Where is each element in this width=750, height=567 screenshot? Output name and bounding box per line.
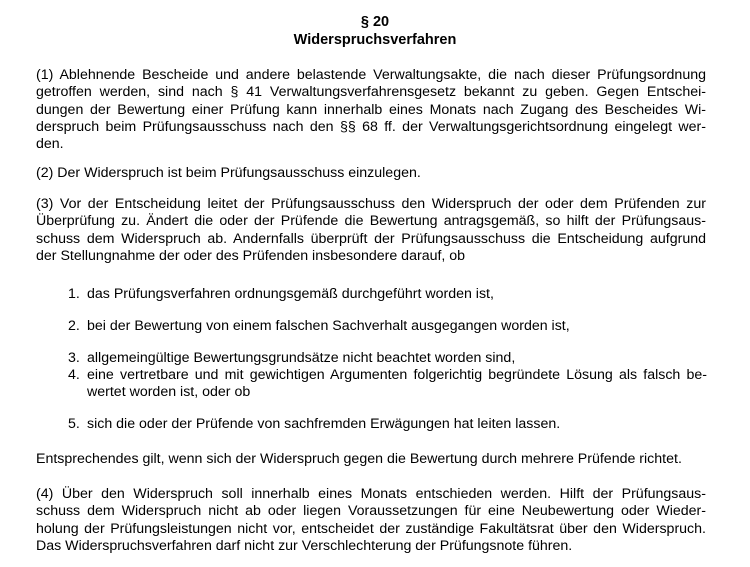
paragraph-line: der Stellungnahme der oder des Prüfenden insbesondere darauf, ob	[36, 247, 466, 264]
paragraph-line: (4) Über den Widerspruch soll innerhalb eines Monats entschieden werden. Hilft der Prüfungsaus-	[36, 486, 706, 502]
paragraph-2	[36, 165, 706, 182]
paragraph-line: getroffen werden, sind nach § 41 Verwaltungsverfahrensgesetz bekannt zu geben. Gegen Entschei-	[36, 84, 706, 101]
list-item-text: das Prüfungsverfahren ordnungsgemäß durchgeführt worden ist,	[87, 286, 494, 302]
paragraph-1	[36, 67, 706, 153]
list-item-text: eine vertretbare und mit gewichtigen Argumenten folgerichtig begründete Lösung als falsch be-	[87, 367, 707, 383]
list-item-number: 1.	[68, 286, 80, 302]
paragraph-line: derspruch beim Prüfungsausschuss nach den §§ 68 ff. der Verwaltungsgerichtsordnung eingelegt wer-	[36, 118, 706, 135]
paragraph-line: (3) Vor der Entscheidung leitet der Prüfungsausschuss den Widerspruch der oder dem Prüfenden zur	[36, 196, 706, 212]
paragraph-line: holung der Prüfungsleistungen nicht vor, entscheidet der zuständige Fakultätsrat über den Widerspruch.	[36, 520, 706, 537]
paragraph-line: schuss dem Widerspruch ab. Andernfalls überprüft der Prüfungsausschuss die Entscheidung aufgrund	[36, 230, 706, 247]
list-item-text: wertet worden ist, oder ob	[87, 384, 251, 401]
list-item-text: allgemeingültige Bewertungsgrundsätze nicht beachtet worden sind,	[87, 350, 516, 366]
paragraph-line: (1) Ablehnende Bescheide und andere belastende Verwaltungsakte, die nach dieser Prüfungsordnung	[36, 67, 706, 83]
section-title: Widerspruchsverfahren	[293, 32, 457, 48]
paragraph-line: (2) Der Widerspruch ist beim Prüfungsausschuss einzulegen.	[36, 165, 421, 181]
paragraph-line: dungen der Bewertung einer Prüfung kann innerhalb eines Monats nach Zugang des Bescheides Wi-	[36, 101, 706, 118]
paragraph-3-tail	[36, 451, 706, 468]
paragraph-line: Das Widerspruchsverfahren darf nicht zur Verschlechterung der Prüfungsnote führen.	[36, 537, 573, 554]
paragraph-line: Entsprechendes gilt, wenn sich der Widerspruch gegen die Bewertung durch mehrere Prüfende richtet.	[36, 451, 682, 467]
paragraph-3	[36, 196, 706, 265]
section-number: § 20	[360, 14, 390, 30]
list-item-number: 2.	[68, 318, 80, 334]
paragraph-4	[36, 486, 706, 555]
list-item-number: 4.	[68, 367, 80, 383]
paragraph-line: den.	[36, 136, 64, 153]
paragraph-line: Überprüfung zu. Ändert die oder der Prüfende die Bewertung antragsgemäß, so hilft der Prüfungsaus-	[36, 213, 706, 230]
list-item-number: 5.	[68, 416, 80, 432]
list-item-text: sich die oder der Prüfende von sachfremden Erwägungen hat leiten lassen.	[87, 416, 561, 432]
list-item-text: bei der Bewertung von einem falschen Sachverhalt ausgegangen worden ist,	[87, 318, 570, 334]
list-item-number: 3.	[68, 350, 80, 366]
paragraph-line: schuss dem Widerspruch nicht ab oder liegen Voraussetzungen für eine Neubewertung oder Wieder-	[36, 503, 706, 520]
